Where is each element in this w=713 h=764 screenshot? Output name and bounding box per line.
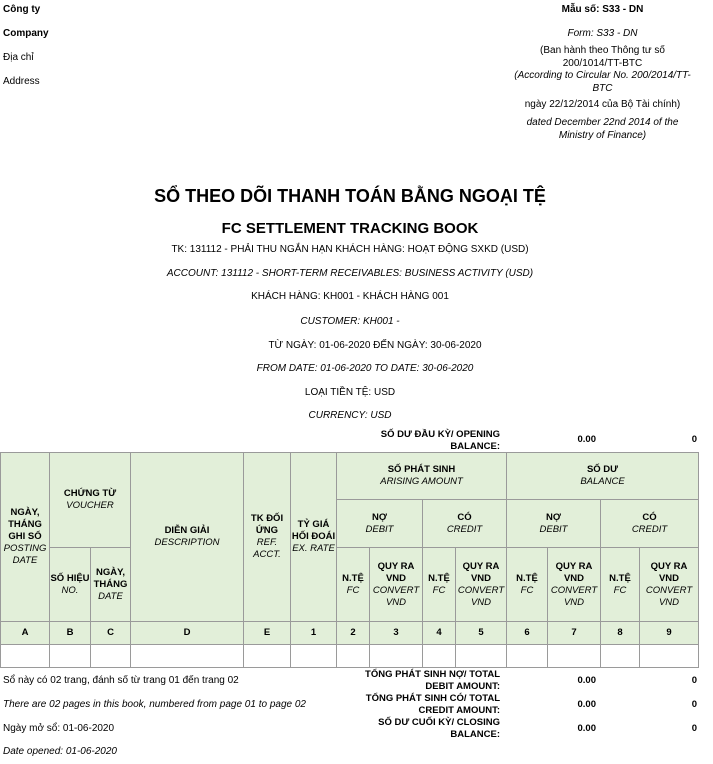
table-row (1, 645, 699, 668)
date-opened-en: Date opened: 01-06-2020 (3, 746, 117, 757)
table-cell (601, 645, 640, 668)
column-code: 5 (456, 622, 507, 645)
table-cell (244, 645, 291, 668)
voucher-date-header (91, 548, 131, 622)
ledger-table (0, 452, 699, 668)
total-credit-label-line2: CREDIT AMOUNT: (418, 705, 500, 716)
balance-credit-fc-header (601, 548, 640, 622)
opening-balance-label-line1: SỐ DƯ ĐẦU KỲ/ OPENING (380, 429, 500, 440)
arising-debit-header-en: DEBIT (365, 523, 394, 535)
issue-date-en-line1: dated December 22nd 2014 of the (526, 117, 679, 128)
total-debit-vnd: 0 (691, 675, 697, 686)
company-label-en: Company (3, 28, 49, 39)
posting-date-header-en: POSTING DATE (3, 543, 47, 566)
arising-debit-fc-vi: N.TỆ (342, 572, 364, 584)
table-cell (548, 645, 601, 668)
opening-balance-fc: 0.00 (577, 434, 596, 445)
table-cell (91, 645, 131, 668)
arising-debit-vnd-header (370, 548, 423, 622)
description-header (131, 453, 244, 622)
column-code: 4 (423, 622, 456, 645)
page-title-vi: SỔ THEO DÕI THANH TOÁN BẰNG NGOẠI TỆ (154, 186, 546, 206)
column-code: 6 (507, 622, 548, 645)
circular-vi-line1: (Ban hành theo Thông tư số (540, 45, 665, 56)
address-label-vi: Địa chỉ (3, 52, 34, 63)
balance-credit-vnd-vi: QUY RA VND (650, 560, 688, 584)
company-label-vi: Công ty (3, 4, 41, 15)
issue-date-vi: ngày 22/12/2014 của Bộ Tài chính) (524, 99, 681, 110)
ref-account-header (244, 453, 291, 622)
exchange-rate-header-en: EX. RATE (292, 543, 335, 554)
balance-debit-fc-vi: N.TỆ (516, 572, 538, 584)
arising-credit-header (423, 500, 507, 548)
arising-amount-header (337, 453, 507, 500)
voucher-header-en: VOUCHER (66, 500, 114, 511)
circular-vi-line2: 200/1014/TT-BTC (562, 58, 643, 69)
account-line-en: ACCOUNT: 131112 - SHORT-TERM RECEIVABLES: BUSINESS ACTIVITY (USD) (166, 268, 534, 279)
total-credit-fc: 0.00 (577, 699, 596, 710)
table-cell (1, 645, 50, 668)
arising-debit-fc-header (337, 548, 370, 622)
column-code-row (1, 622, 699, 645)
date-opened-vi: Ngày mở sổ: 01-06-2020 (3, 723, 115, 734)
voucher-date-header-vi: NGÀY, THÁNG (93, 566, 128, 590)
opening-balance-label-line2: BALANCE: (450, 441, 500, 452)
balance-header-en: BALANCE (580, 476, 625, 487)
currency-line-vi: LOẠI TIỀN TỆ: USD (304, 387, 396, 398)
closing-balance-label-line2: BALANCE: (450, 729, 500, 740)
table-cell (131, 645, 244, 668)
circular-en-line1: (According to Circular No. 200/2014/TT- (514, 70, 691, 81)
closing-balance-vnd: 0 (691, 723, 697, 734)
balance-header (507, 453, 699, 500)
arising-debit-header-vi: NỢ (372, 511, 387, 523)
ref-account-header-en: REF. ACCT. (253, 537, 281, 560)
issue-date-en-line2: Ministry of Finance) (558, 130, 647, 141)
description-header-vi: DIỄN GIẢI (164, 525, 210, 536)
balance-debit-header-vi: NỢ (546, 511, 561, 523)
table-cell (291, 645, 337, 668)
table-cell (507, 645, 548, 668)
table-cell (337, 645, 370, 668)
account-line-vi: TK: 131112 - PHẢI THU NGẮN HẠN KHÁCH HÀNG: HOẠT ĐỘNG SXKD (USD) (171, 244, 529, 255)
customer-line-en: CUSTOMER: KH001 - (300, 316, 400, 327)
posting-date-header (1, 453, 50, 622)
total-debit-label-line1: TỔNG PHÁT SINH NỢ/ TOTAL (365, 669, 500, 680)
table-cell (640, 645, 699, 668)
arising-credit-vnd-header (456, 548, 507, 622)
form-code-en: Form: S33 - DN (567, 28, 638, 39)
balance-credit-header-vi: CÓ (642, 511, 657, 523)
balance-credit-fc-en: FC (613, 584, 627, 596)
voucher-no-header-vi: SỐ HIỆU (50, 572, 90, 584)
balance-credit-vnd-en: CONVERT VND (645, 584, 693, 608)
page-count-vi: Sổ này có 02 trang, đánh số từ trang 01 đến trang 02 (3, 675, 239, 686)
column-code: B (50, 622, 91, 645)
balance-credit-vnd-header (640, 548, 699, 622)
total-credit-label-line1: TỔNG PHÁT SINH CÓ/ TOTAL (365, 693, 500, 704)
voucher-header (50, 453, 131, 548)
arising-amount-header-vi: SỐ PHÁT SINH (387, 464, 456, 475)
arising-debit-vnd-vi: QUY RA VND (377, 560, 415, 584)
balance-credit-header-en: CREDIT (631, 523, 668, 535)
circular-en-line2: BTC (592, 83, 613, 94)
currency-line-en: CURRENCY: USD (308, 410, 392, 421)
balance-debit-header-en: DEBIT (539, 523, 568, 535)
balance-debit-vnd-vi: QUY RA VND (555, 560, 593, 584)
column-code: C (91, 622, 131, 645)
column-code: 1 (291, 622, 337, 645)
voucher-date-header-en: DATE (98, 590, 123, 602)
table-cell (50, 645, 91, 668)
column-code: E (244, 622, 291, 645)
arising-credit-fc-en: FC (432, 584, 446, 596)
balance-credit-header (601, 500, 699, 548)
balance-debit-vnd-en: CONVERT VND (550, 584, 598, 608)
balance-debit-fc-en: FC (520, 584, 534, 596)
description-header-en: DESCRIPTION (154, 537, 220, 548)
exchange-rate-header-vi: TỶ GIÁ HỐI ĐOÁI (291, 519, 336, 542)
column-code: 3 (370, 622, 423, 645)
arising-credit-vnd-vi: QUY RA VND (462, 560, 500, 584)
form-code-vi: Mẫu số: S33 - DN (561, 4, 644, 15)
balance-header-vi: SỐ DƯ (586, 464, 619, 475)
customer-line-vi: KHÁCH HÀNG: KH001 - KHÁCH HÀNG 001 (251, 291, 449, 302)
posting-date-header-vi: NGÀY, THÁNG GHI SỔ (8, 507, 42, 542)
arising-amount-header-en: ARISING AMOUNT (380, 476, 463, 487)
page-count-en: There are 02 pages in this book, numbered from page 01 to page 02 (3, 699, 306, 710)
voucher-header-vi: CHỨNG TỪ (63, 488, 117, 499)
arising-credit-header-en: CREDIT (446, 523, 483, 535)
closing-balance-fc: 0.00 (577, 723, 596, 734)
balance-debit-header (507, 500, 601, 548)
closing-balance-label-line1: SỐ DƯ CUỐI KỲ/ CLOSING (378, 717, 500, 728)
column-code: 8 (601, 622, 640, 645)
arising-debit-fc-en: FC (346, 584, 360, 596)
arising-credit-fc-vi: N.TỆ (428, 572, 450, 584)
opening-balance-vnd: 0 (691, 434, 697, 445)
table-cell (423, 645, 456, 668)
exchange-rate-header (291, 453, 337, 622)
arising-debit-header (337, 500, 423, 548)
table-cell (456, 645, 507, 668)
total-credit-vnd: 0 (691, 699, 697, 710)
arising-credit-fc-header (423, 548, 456, 622)
total-debit-label-line2: DEBIT AMOUNT: (425, 681, 500, 692)
column-code: 7 (548, 622, 601, 645)
balance-debit-vnd-header (548, 548, 601, 622)
ref-account-header-vi: TK ĐỐI ỨNG (250, 513, 284, 536)
voucher-no-header-en: NO. (61, 584, 79, 596)
arising-credit-vnd-en: CONVERT VND (457, 584, 505, 608)
table-cell (370, 645, 423, 668)
column-code: 9 (640, 622, 699, 645)
balance-debit-fc-header (507, 548, 548, 622)
arising-credit-header-vi: CÓ (457, 511, 472, 523)
period-line-vi: TỪ NGÀY: 01-06-2020 ĐẾN NGÀY: 30-06-2020 (268, 340, 482, 351)
column-code: D (131, 622, 244, 645)
arising-debit-vnd-en: CONVERT VND (372, 584, 420, 608)
balance-credit-fc-vi: N.TỆ (609, 572, 631, 584)
page-title-en: FC SETTLEMENT TRACKING BOOK (221, 220, 479, 237)
column-code: 2 (337, 622, 370, 645)
address-label-en: Address (3, 76, 40, 87)
total-debit-fc: 0.00 (577, 675, 596, 686)
voucher-no-header (50, 548, 91, 622)
column-code: A (1, 622, 50, 645)
period-line-en: FROM DATE: 01-06-2020 TO DATE: 30-06-2020 (256, 363, 474, 374)
